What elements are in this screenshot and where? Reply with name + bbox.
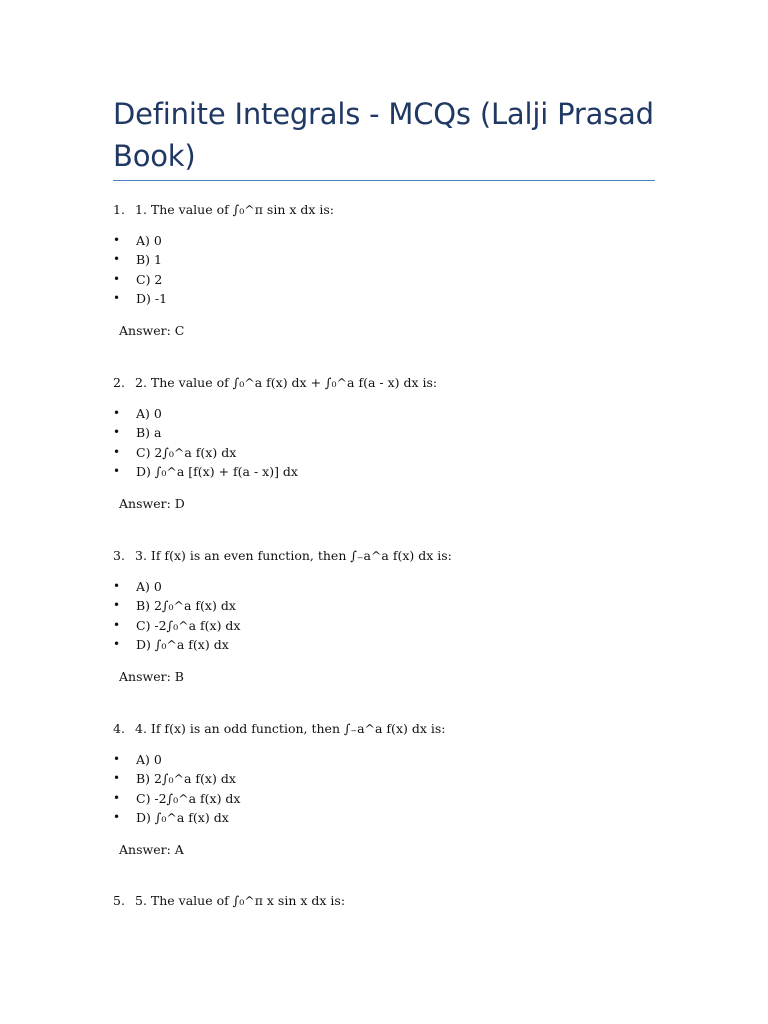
option-text: B) 2∫₀^a f(x) dx	[136, 771, 236, 787]
option-item	[113, 596, 673, 615]
answer-2: Answer: D	[119, 496, 185, 511]
option-text: D) ∫₀^a f(x) dx	[136, 809, 229, 825]
question-text: 5. The value of ∫₀^π x sin x dx is:	[135, 893, 346, 908]
question-2	[113, 375, 673, 391]
answer-1: Answer: C	[119, 323, 185, 338]
bullet-icon: •	[113, 290, 121, 305]
bullet-icon: •	[113, 636, 121, 651]
option-text: B) 1	[136, 252, 162, 268]
bullet-icon: •	[113, 271, 121, 286]
option-item	[113, 462, 673, 481]
option-text: B) a	[136, 425, 162, 441]
question-4	[113, 721, 673, 737]
bullet-icon: •	[113, 444, 121, 459]
answer-3: Answer: B	[119, 669, 184, 684]
question-text: 2. The value of ∫₀^a f(x) dx + ∫₀^a f(a - x) dx is:	[135, 375, 438, 390]
option-item	[113, 250, 673, 269]
option-text: B) 2∫₀^a f(x) dx	[136, 598, 236, 614]
option-item	[113, 423, 673, 442]
question-number: 2.	[113, 375, 125, 390]
bullet-icon: •	[113, 463, 121, 478]
option-item	[113, 270, 673, 289]
question-text: 3. If f(x) is an even function, then ∫₋a^a f(x) dx is:	[135, 548, 452, 563]
option-item	[113, 808, 673, 827]
bullet-icon: •	[113, 598, 121, 613]
option-item	[113, 443, 673, 462]
option-item	[113, 289, 673, 308]
page-title: Definite Integrals - MCQs (Lalji Prasad Book)	[113, 97, 654, 173]
bullet-icon: •	[113, 617, 121, 632]
option-text: C) -2∫₀^a f(x) dx	[136, 790, 241, 806]
bullet-icon: •	[113, 809, 121, 824]
bullet-icon: •	[113, 790, 121, 805]
option-text: A) 0	[136, 233, 162, 248]
question-text: 1. The value of ∫₀^π sin x dx is:	[135, 202, 335, 217]
bullet-icon: •	[113, 425, 121, 440]
option-item	[113, 577, 673, 596]
option-text: D) ∫₀^a f(x) dx	[136, 636, 229, 652]
title-underline	[113, 180, 655, 181]
option-item	[113, 404, 673, 423]
option-text: C) -2∫₀^a f(x) dx	[136, 617, 241, 633]
option-text: A) 0	[136, 579, 162, 594]
bullet-icon: •	[113, 579, 121, 593]
option-text: D) ∫₀^a [f(x) + f(a - x)] dx	[136, 463, 298, 479]
option-item	[113, 769, 673, 788]
question-3	[113, 548, 673, 564]
options-list-3	[113, 577, 673, 654]
question-number: 3.	[113, 548, 125, 563]
option-text: A) 0	[136, 752, 162, 767]
option-item	[113, 789, 673, 808]
question-number: 5.	[113, 893, 125, 908]
question-number: 4.	[113, 721, 125, 736]
question-text: 4. If f(x) is an odd function, then ∫₋a^a f(x) dx is:	[135, 721, 446, 736]
options-list-4	[113, 750, 673, 827]
option-item	[113, 635, 673, 654]
option-text: C) 2∫₀^a f(x) dx	[136, 444, 237, 460]
bullet-icon: •	[113, 771, 121, 786]
bullet-icon: •	[113, 252, 121, 267]
option-text: C) 2	[136, 271, 163, 287]
bullet-icon: •	[113, 406, 121, 420]
option-item	[113, 616, 673, 635]
options-list-1	[113, 231, 673, 308]
answer-4: Answer: A	[119, 842, 184, 857]
option-text: A) 0	[136, 406, 162, 421]
option-item	[113, 231, 673, 250]
question-1	[113, 202, 673, 218]
question-5	[113, 893, 673, 909]
bullet-icon: •	[113, 233, 121, 247]
option-text: D) -1	[136, 290, 168, 306]
options-list-2	[113, 404, 673, 481]
bullet-icon: •	[113, 752, 121, 766]
question-number: 1.	[113, 202, 125, 217]
option-item	[113, 750, 673, 769]
